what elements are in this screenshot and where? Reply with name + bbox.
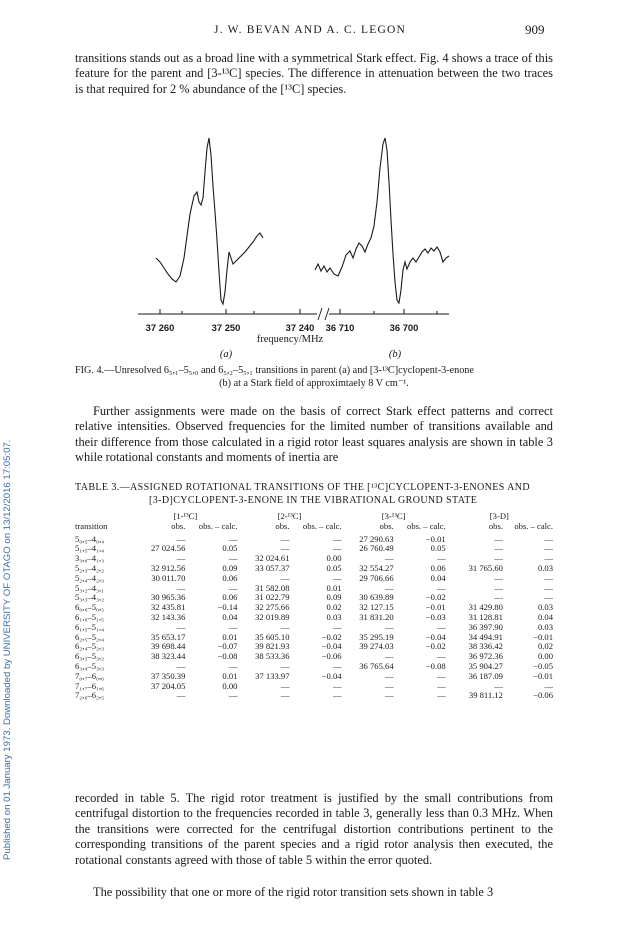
column-header: obs. – calc. bbox=[302, 520, 342, 531]
value-cell: 39 698.44 bbox=[151, 641, 186, 652]
transition-cell: 7₀,₇–6₀,₆ bbox=[75, 670, 105, 681]
value-cell: −0.08 bbox=[425, 660, 446, 671]
value-cell: 0.02 bbox=[326, 602, 342, 613]
transition-cell: 5₁,₅–4₁,₄ bbox=[75, 543, 105, 554]
value-cell: 32 912.56 bbox=[151, 562, 186, 573]
value-cell: — bbox=[332, 660, 342, 671]
value-cell: 27 024.56 bbox=[151, 543, 186, 554]
column-header: obs. bbox=[379, 520, 394, 531]
value-cell: — bbox=[280, 690, 290, 701]
value-cell: — bbox=[332, 621, 342, 632]
table-row bbox=[75, 564, 553, 574]
table-row bbox=[75, 574, 553, 584]
transition-cell: 5₂,₃–4₂,₂ bbox=[75, 562, 105, 573]
value-cell: 31 022.79 bbox=[255, 592, 290, 603]
value-cell: — bbox=[437, 680, 446, 691]
paragraph-rigid-rotor bbox=[75, 791, 553, 868]
value-cell: 31 128.81 bbox=[468, 611, 503, 622]
value-cell: — bbox=[544, 543, 553, 554]
axis-ticks bbox=[160, 309, 437, 314]
tick-label-36710: 36 710 bbox=[325, 322, 355, 333]
transition-cell: 6₃,₄–5₃,₃ bbox=[75, 660, 105, 671]
value-cell: 32 435.81 bbox=[151, 602, 186, 613]
value-cell: — bbox=[280, 680, 290, 691]
paragraph-assignments bbox=[75, 404, 553, 466]
group-header-3-13c: [3-¹³C] bbox=[381, 511, 406, 521]
value-cell: — bbox=[437, 553, 446, 564]
value-cell: 0.00 bbox=[326, 553, 342, 564]
value-cell: 33 057.37 bbox=[255, 562, 290, 573]
value-cell: — bbox=[544, 592, 553, 603]
transition-cell: 6₀,₆–5₀,₅ bbox=[75, 602, 105, 613]
value-cell: −0.02 bbox=[425, 641, 446, 652]
trace-parent bbox=[156, 138, 263, 304]
value-cell: — bbox=[437, 670, 446, 681]
value-cell: −0.04 bbox=[321, 641, 342, 652]
tick-label-37240: 37 240 bbox=[285, 322, 315, 333]
value-cell: — bbox=[385, 582, 394, 593]
transition-cell: 6₁,₆–5₁,₅ bbox=[75, 611, 105, 622]
value-cell: — bbox=[385, 621, 394, 632]
value-cell: 26 760.49 bbox=[359, 543, 394, 554]
transition-cell: 3₃,₀–4₁,₃ bbox=[75, 553, 105, 564]
axis-label-frequency: frequency/MHz bbox=[256, 334, 324, 345]
value-cell: — bbox=[332, 543, 342, 554]
value-cell: 0.06 bbox=[222, 572, 238, 583]
value-cell: 31 831.20 bbox=[359, 611, 394, 622]
table-row bbox=[75, 544, 553, 554]
value-cell: — bbox=[385, 553, 394, 564]
transition-cell: 6₂,₅–5₂,₄ bbox=[75, 631, 105, 642]
tick-label-37250: 37 250 bbox=[211, 322, 241, 333]
value-cell: — bbox=[385, 651, 394, 662]
value-cell: — bbox=[332, 533, 342, 544]
value-cell: 36 765.64 bbox=[359, 660, 394, 671]
column-header: obs. – calc. bbox=[407, 520, 446, 531]
value-cell: — bbox=[280, 660, 290, 671]
column-header: transition bbox=[75, 520, 108, 531]
value-cell: 32 127.15 bbox=[359, 602, 394, 613]
download-watermark[interactable]: Published on 01 January 1973. Downloaded by UNIVERSITY OF OTAGO on 13/12/2016 17:05:07. bbox=[2, 439, 13, 860]
paragraph-assignments-text: Further assignments were made on the basis of correct Stark effect patterns and correct relative intensities. Observed frequencies for the limited number of transitions available and their difference from those calculated in a rigid rotor least squares analysis are shown in table 3 while rotational constants and moments of inertia are bbox=[75, 404, 553, 465]
value-cell: — bbox=[228, 533, 238, 544]
value-cell: −0.05 bbox=[533, 660, 553, 671]
value-cell: −0.14 bbox=[217, 602, 238, 613]
value-cell: — bbox=[228, 690, 238, 701]
value-cell: — bbox=[494, 582, 503, 593]
group-header-3-d: [3-D] bbox=[489, 511, 509, 521]
value-cell: −0.02 bbox=[425, 592, 446, 603]
value-cell: 0.05 bbox=[430, 543, 446, 554]
transition-cell: 6₃,₃–5₃,₂ bbox=[75, 651, 105, 662]
value-cell: 36 972.36 bbox=[468, 651, 503, 662]
panel-label-b: (b) bbox=[388, 349, 402, 360]
value-cell: — bbox=[176, 621, 186, 632]
value-cell: 32 275.66 bbox=[255, 602, 290, 613]
paragraph-possibility-text: The possibility that one or more of the rigid rotor transition sets shown in table 3 bbox=[93, 885, 494, 899]
tick-label-36700: 36 700 bbox=[389, 322, 419, 333]
value-cell: 35 295.19 bbox=[359, 631, 394, 642]
value-cell: — bbox=[544, 680, 553, 691]
value-cell: 32 024.61 bbox=[255, 553, 290, 564]
transition-cell: 6₂,₄–5₂,₃ bbox=[75, 641, 105, 652]
axis-break-1 bbox=[318, 308, 322, 320]
stark-spectrum-figure bbox=[0, 0, 627, 365]
value-cell: 0.00 bbox=[537, 651, 553, 662]
transition-cell: 5₀,₅–4₀,₄ bbox=[75, 533, 105, 544]
value-cell: −0.01 bbox=[533, 631, 553, 642]
value-cell: 0.01 bbox=[326, 582, 342, 593]
panel-label-a: (a) bbox=[219, 349, 233, 360]
value-cell: 37 350.39 bbox=[151, 670, 186, 681]
table-caption bbox=[75, 481, 553, 507]
column-header: obs. – calc. bbox=[198, 520, 238, 531]
value-cell: 0.03 bbox=[537, 621, 553, 632]
value-cell: — bbox=[228, 553, 238, 564]
paragraph-possibility bbox=[75, 885, 553, 900]
value-cell: — bbox=[228, 621, 238, 632]
value-cell: — bbox=[280, 621, 290, 632]
value-cell: — bbox=[494, 680, 503, 691]
value-cell: 0.06 bbox=[222, 592, 238, 603]
transition-cell: 5₃,₃–4₃,₂ bbox=[75, 592, 105, 603]
table-caption-line2: [3-D]CYCLOPENT-3-ENONE IN THE VIBRATIONAL GROUND STATE bbox=[149, 495, 478, 506]
value-cell: — bbox=[437, 651, 446, 662]
value-cell: 36 397.90 bbox=[468, 621, 503, 632]
value-cell: — bbox=[176, 660, 186, 671]
value-cell: 31 429.80 bbox=[468, 602, 503, 613]
figure-caption bbox=[75, 365, 553, 390]
trace-13c bbox=[315, 138, 449, 303]
value-cell: — bbox=[176, 533, 186, 544]
value-cell: 31 582.08 bbox=[255, 582, 290, 593]
value-cell: 39 821.93 bbox=[255, 641, 290, 652]
value-cell: — bbox=[494, 553, 503, 564]
value-cell: — bbox=[385, 690, 394, 701]
value-cell: −0.06 bbox=[533, 690, 553, 701]
transition-cell: 7₁,₇–6₁,₆ bbox=[75, 680, 105, 691]
value-cell: −0.08 bbox=[217, 651, 238, 662]
value-cell: 0.09 bbox=[222, 562, 238, 573]
value-cell: — bbox=[494, 543, 503, 554]
value-cell: — bbox=[332, 680, 342, 691]
value-cell: −0.06 bbox=[321, 651, 342, 662]
transition-cell: 6₁,₅–5₁,₄ bbox=[75, 621, 105, 632]
value-cell: — bbox=[437, 582, 446, 593]
table-caption-line1: TABLE 3.—ASSIGNED ROTATIONAL TRANSITIONS OF THE [¹³C]CYCLOPENT-3-ENONES AND bbox=[75, 482, 530, 493]
value-cell: −0.01 bbox=[425, 602, 446, 613]
value-cell: 30 011.70 bbox=[151, 572, 186, 583]
tick-label-37260: 37 260 bbox=[145, 322, 175, 333]
value-cell: 39 274.03 bbox=[359, 641, 394, 652]
value-cell: 0.03 bbox=[326, 611, 342, 622]
group-header-1-13c: [1-¹³C] bbox=[173, 511, 198, 521]
value-cell: — bbox=[544, 553, 553, 564]
table-row bbox=[75, 672, 553, 682]
value-cell: 0.03 bbox=[537, 602, 553, 613]
value-cell: 35 653.17 bbox=[151, 631, 186, 642]
value-cell: — bbox=[280, 572, 290, 583]
value-cell: — bbox=[176, 582, 186, 593]
table-body bbox=[75, 535, 553, 702]
value-cell: — bbox=[544, 582, 553, 593]
value-cell: — bbox=[228, 660, 238, 671]
axis-break-2 bbox=[325, 308, 329, 320]
value-cell: 0.04 bbox=[537, 611, 553, 622]
running-header-authors: J. W. BEVAN AND A. C. LEGON bbox=[214, 24, 406, 36]
value-cell: 0.04 bbox=[430, 572, 446, 583]
value-cell: 31 765.60 bbox=[468, 562, 503, 573]
value-cell: — bbox=[385, 680, 394, 691]
value-cell: 35 605.10 bbox=[255, 631, 290, 642]
value-cell: 34 494.91 bbox=[468, 631, 503, 642]
column-header: obs. – calc. bbox=[514, 520, 553, 531]
table-row bbox=[75, 691, 553, 701]
value-cell: 37 133.97 bbox=[255, 670, 290, 681]
value-cell: 35 904.27 bbox=[468, 660, 503, 671]
value-cell: — bbox=[332, 572, 342, 583]
transition-cell: 7₂,₆–6₂,₅ bbox=[75, 690, 105, 701]
value-cell: 38 533.36 bbox=[255, 651, 290, 662]
value-cell: 0.00 bbox=[222, 680, 238, 691]
value-cell: — bbox=[544, 572, 553, 583]
transitions-table bbox=[75, 512, 553, 701]
value-cell: 36 187.09 bbox=[468, 670, 503, 681]
value-cell: 32 143.36 bbox=[151, 611, 186, 622]
value-cell: −0.02 bbox=[321, 631, 342, 642]
column-header: obs. bbox=[275, 520, 290, 531]
value-cell: −0.07 bbox=[217, 641, 238, 652]
paragraph-intro-text: transitions stands out as a broad line with a symmetrical Stark effect. Fig. 4 shows a trace of this feature for the parent and [3-¹³C] species. The difference in attenuation between the two traces is that required for 2 % abundance of the [¹³C] species. bbox=[75, 51, 553, 96]
value-cell: 32 554.27 bbox=[359, 562, 394, 573]
value-cell: 38 323.44 bbox=[151, 651, 186, 662]
column-header: obs. bbox=[171, 520, 186, 531]
value-cell: −0.03 bbox=[425, 611, 446, 622]
value-cell: 39 811.12 bbox=[468, 690, 503, 701]
value-cell: — bbox=[544, 533, 553, 544]
table-row bbox=[75, 535, 553, 545]
value-cell: −0.01 bbox=[533, 670, 553, 681]
figure-caption-line2: (b) at a Stark field of approximtaely 8 V cm⁻¹. bbox=[219, 377, 409, 389]
value-cell: 27 290.63 bbox=[359, 533, 394, 544]
transition-cell: 5₂,₄–4₂,₃ bbox=[75, 572, 105, 583]
value-cell: — bbox=[494, 533, 503, 544]
value-cell: — bbox=[494, 572, 503, 583]
value-cell: 0.09 bbox=[326, 592, 342, 603]
value-cell: 32 019.89 bbox=[255, 611, 290, 622]
value-cell: — bbox=[176, 690, 186, 701]
value-cell: 0.05 bbox=[222, 543, 238, 554]
page-number: 909 bbox=[525, 22, 545, 37]
value-cell: 0.03 bbox=[537, 562, 553, 573]
value-cell: — bbox=[228, 582, 238, 593]
value-cell: 0.01 bbox=[222, 631, 238, 642]
transition-cell: 5₃,₂–4₃,₁ bbox=[75, 582, 105, 593]
value-cell: — bbox=[437, 621, 446, 632]
value-cell: — bbox=[280, 543, 290, 554]
value-cell: 0.02 bbox=[537, 641, 553, 652]
value-cell: 0.05 bbox=[326, 562, 342, 573]
table-row bbox=[75, 584, 553, 594]
value-cell: — bbox=[494, 592, 503, 603]
figure-caption-line1: FIG. 4.—Unresolved 6₅,₁–5₅,₀ and 6₅,₂–5₅,₁ transitions in parent (a) and [3-¹³C]cyclopent-3-enone bbox=[75, 365, 474, 376]
value-cell: −0.01 bbox=[425, 533, 446, 544]
value-cell: — bbox=[385, 670, 394, 681]
column-header: obs. bbox=[488, 520, 503, 531]
value-cell: 30 639.89 bbox=[359, 592, 394, 603]
value-cell: 0.01 bbox=[222, 670, 238, 681]
value-cell: −0.04 bbox=[425, 631, 446, 642]
value-cell: 38 336.42 bbox=[468, 641, 503, 652]
value-cell: 29 706.66 bbox=[359, 572, 394, 583]
paragraph-rigid-rotor-text: recorded in table 5. The rigid rotor treatment is justified by the small contributions from centrifugal distortion to the frequencies recorded in table 3, generally less than 0.3 MHz. When the transitions were corrected for the centrifugal distortion contributions pertinent to the corresponding transitions of the parent species and a rigid rotor analysis then executed, the rotational constants agreed with those of table 5 within the error quoted. bbox=[75, 791, 553, 867]
group-header-2-13c: [2-¹³C] bbox=[277, 511, 302, 521]
value-cell: 0.06 bbox=[430, 562, 446, 573]
value-cell: −0.04 bbox=[321, 670, 342, 681]
value-cell: 30 965.36 bbox=[151, 592, 186, 603]
value-cell: — bbox=[437, 690, 446, 701]
value-cell: 0.04 bbox=[222, 611, 238, 622]
value-cell: — bbox=[280, 533, 290, 544]
value-cell: — bbox=[332, 690, 342, 701]
value-cell: 37 204.05 bbox=[151, 680, 186, 691]
value-cell: — bbox=[176, 553, 186, 564]
